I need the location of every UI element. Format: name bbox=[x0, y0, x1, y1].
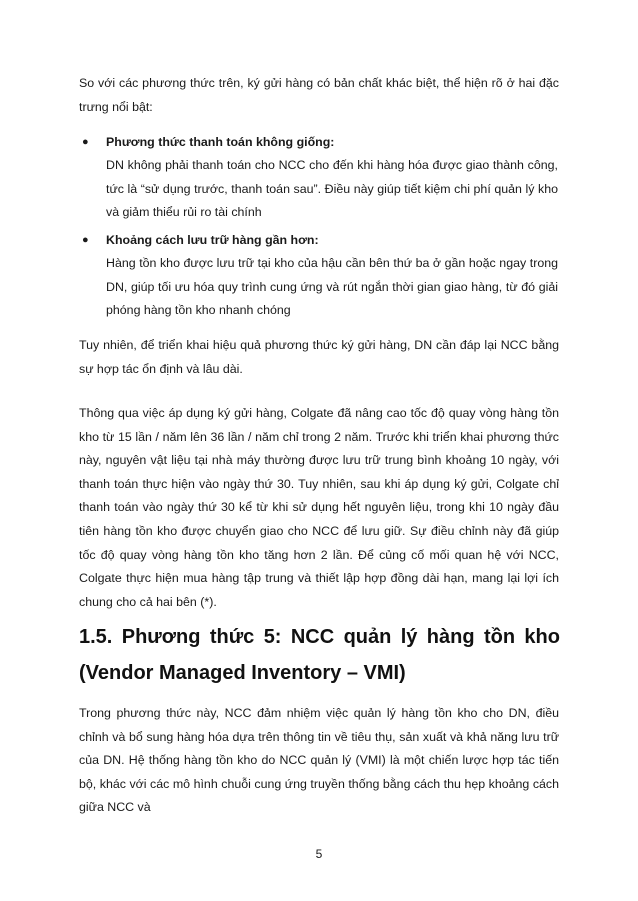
intro-paragraph: So với các phương thức trên, ký gửi hàng có bản chất khác biệt, thể hiện rõ ở hai đặc trưng nổi bật: bbox=[79, 76, 559, 114]
page-number: 5 bbox=[315, 847, 323, 861]
bullet-icon: ● bbox=[82, 136, 89, 148]
colgate-paragraph: Thông qua việc áp dụng ký gửi hàng, Colgate đã nâng cao tốc độ quay vòng hàng tồn kho từ 15 lần / năm lên 36 lần / năm chỉ trong 2 năm. Trước khi triển khai phương thức này, nguyên vật liệu tại nhà máy thường được lưu trữ trung bình khoảng 10 ngày, với thanh toán thực hiện vào ngày thứ 30. Tuy nhiên, sau khi áp dụng ký gửi, Colgate chỉ thanh toán vào ngày thứ 30 kể từ khi sử dụng hết nguyên liệu, trong khi 10 ngày đầu tiên hàng tồn kho được chuyển giao cho NCC để lưu giữ. Sự điều chỉnh này đã giúp tốc độ quay vòng hàng tồn kho tăng hơn 2 lần. Để củng cố mối quan hệ với NCC, Colgate thực hiện mua hàng tập trung và thiết lập hợp đồng dài hạn, mang lại lợi ích chung cho cả hai bên (*). bbox=[79, 406, 559, 609]
however-paragraph: Tuy nhiên, để triển khai hiệu quả phương thức ký gửi hàng, DN cần đáp lại NCC bằng sự hợp tác ổn định và lâu dài. bbox=[79, 338, 559, 376]
bullet-title: Phương thức thanh toán không giống: bbox=[106, 135, 335, 149]
bullet-title: Khoảng cách lưu trữ hàng gần hơn: bbox=[106, 233, 319, 247]
bullet-body: DN không phải thanh toán cho NCC cho đến khi hàng hóa được giao thành công, tức là “sử dụng trước, thanh toán sau”. Điều này giúp tiết kiệm chi phí quản lý kho và giảm thiểu rủi ro tài chính bbox=[106, 158, 558, 220]
section-heading: 1.5. Phương thức 5: NCC quản lý hàng tồn kho (Vendor Managed Inventory – VMI) bbox=[79, 626, 560, 684]
bullet-body: Hàng tồn kho được lưu trữ tại kho của hậu cần bên thứ ba ở gần hoặc ngay trong DN, giúp tối ưu hóa quy trình cung ứng và rút ngắn thời gian giao hàng, từ đó giải phóng hàng tồn kho nhanh chóng bbox=[106, 256, 558, 318]
bullet-icon: ● bbox=[82, 234, 89, 246]
vmi-paragraph: Trong phương thức này, NCC đảm nhiệm việc quản lý hàng tồn kho cho DN, điều chỉnh và bổ sung hàng hóa dựa trên thông tin về tiêu thụ, sản xuất và khả năng lưu trữ của DN. Hệ thống hàng tồn kho do NCC quản lý (VMI) là một chiến lược hợp tác tiến bộ, khác với các mô hình chuỗi cung ứng truyền thống bằng cách thu hẹp khoảng cách giữa NCC và bbox=[79, 706, 559, 815]
